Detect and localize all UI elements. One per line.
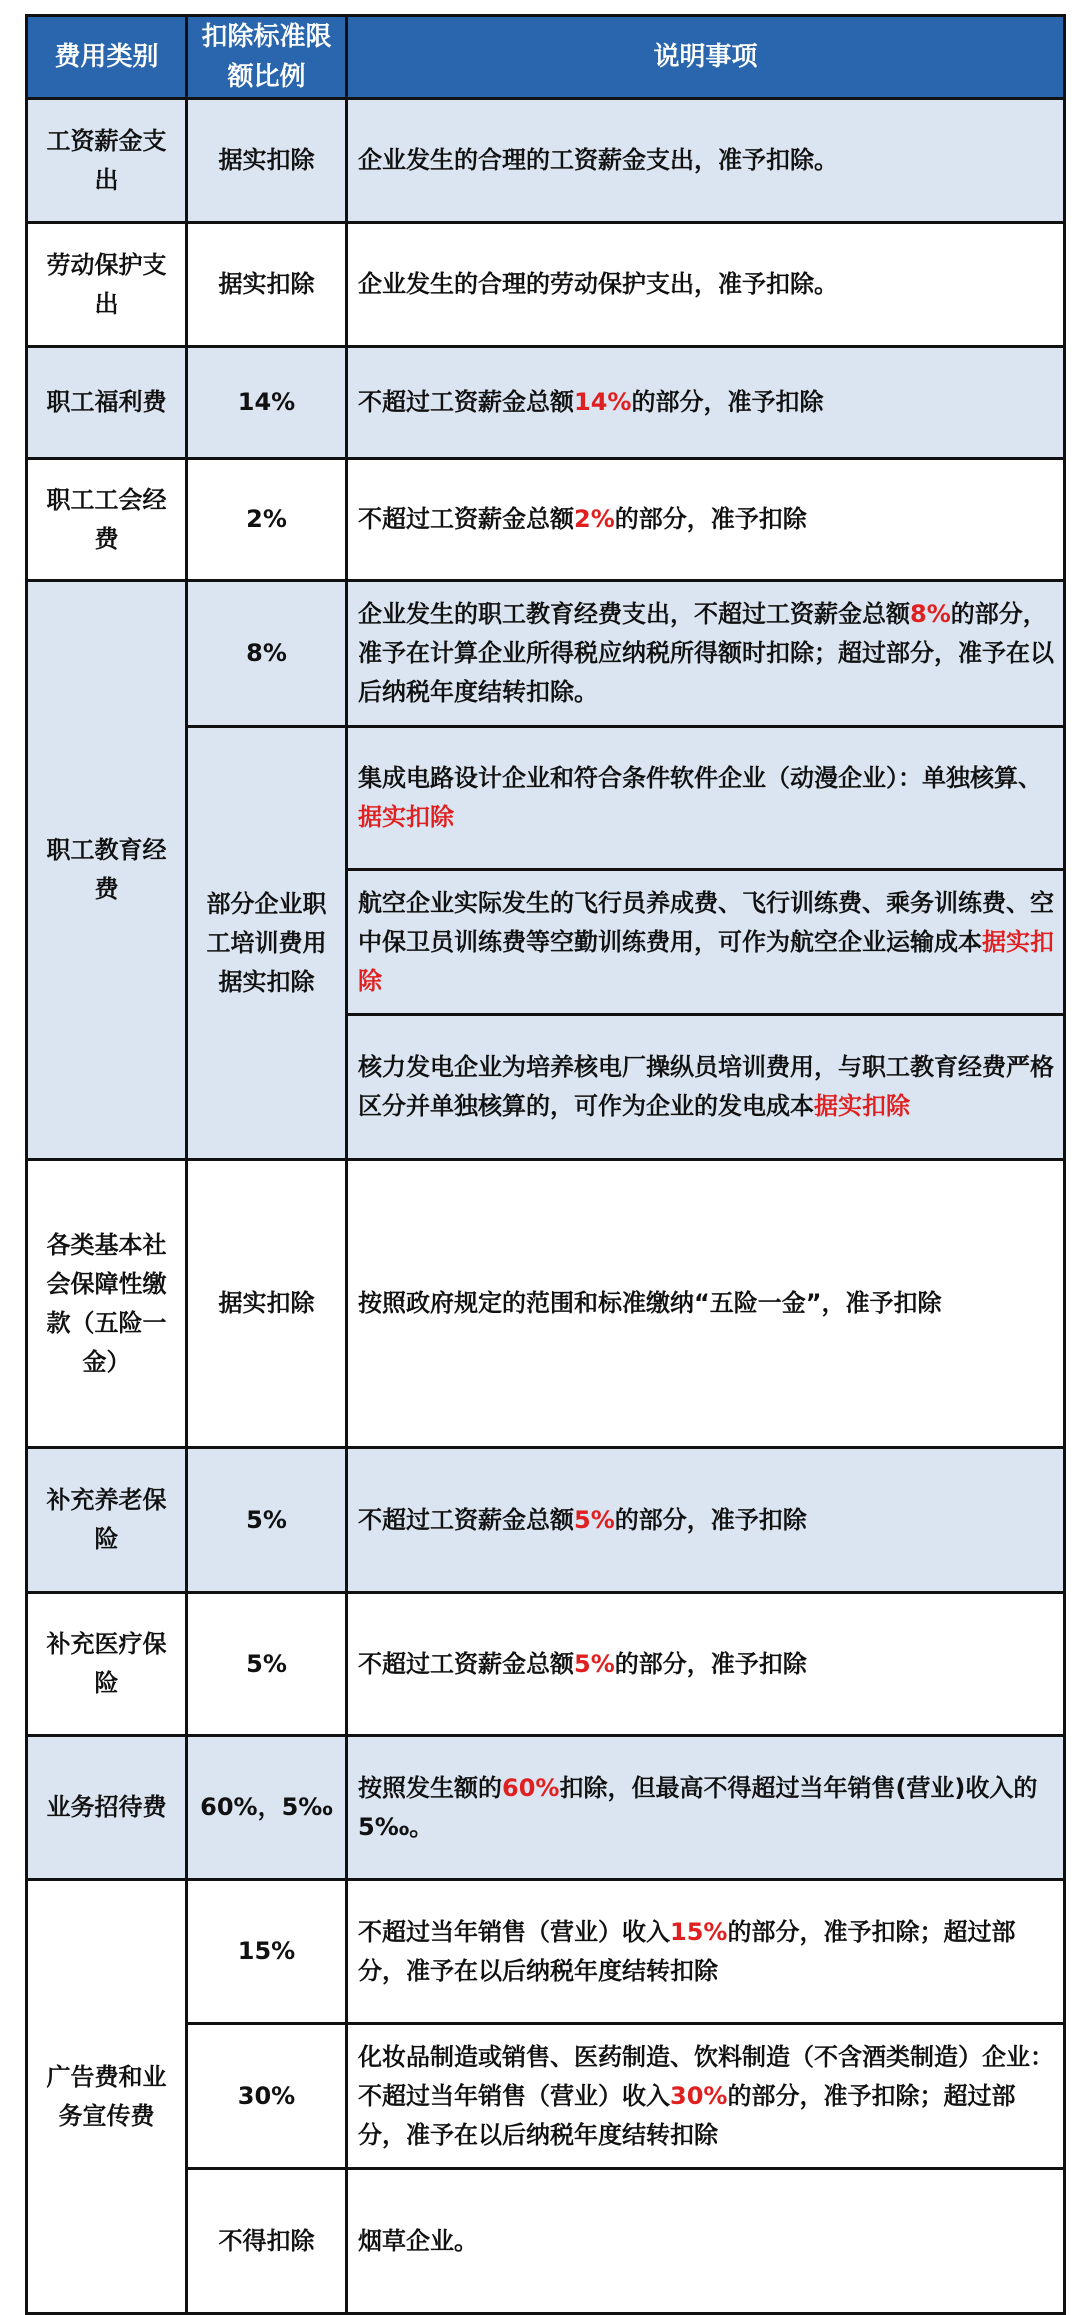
description-cell: 企业发生的合理的劳动保护支出，准予扣除。 [347, 223, 1065, 347]
category-cell: 补充养老保险 [27, 1448, 187, 1593]
standard-cell: 2% [187, 459, 347, 581]
highlight-text: 据实扣除 [814, 1092, 910, 1120]
table-row [27, 99, 1065, 223]
highlight-text: 15% [670, 1917, 728, 1946]
category-cell: 劳动保护支出 [27, 223, 187, 347]
standard-cell: 14% [187, 347, 347, 459]
description-cell: 按照发生额的60%扣除，但最高不得超过当年销售(营业)收入的5‰。 [347, 1736, 1065, 1880]
table-row [27, 1448, 1065, 1593]
standard-cell: 30% [187, 2024, 347, 2169]
standard-cell: 5% [187, 1448, 347, 1593]
category-cell: 补充医疗保险 [27, 1593, 187, 1736]
description-cell: 集成电路设计企业和符合条件软件企业（动漫企业）：单独核算、据实扣除 [347, 727, 1065, 870]
header-standard: 扣除标准限额比例 [187, 16, 347, 99]
category-cell: 工资薪金支出 [27, 99, 187, 223]
table-row [27, 1736, 1065, 1880]
standard-cell: 8% [187, 581, 347, 727]
highlight-text: 据实扣除 [358, 927, 1054, 995]
description-cell: 化妆品制造或销售、医药制造、饮料制造（不含酒类制造）企业：不超过当年销售（营业）收入30%的部分，准予扣除；超过部分，准予在以后纳税年度结转扣除 [347, 2024, 1065, 2169]
category-cell: 广告费和业务宣传费 [27, 1880, 187, 2314]
description-cell: 不超过工资薪金总额2%的部分，准予扣除 [347, 459, 1065, 581]
description-cell: 企业发生的职工教育经费支出，不超过工资薪金总额8%的部分，准予在计算企业所得税应纳税所得额时扣除；超过部分，准予在以后纳税年度结转扣除。 [347, 581, 1065, 727]
description-cell: 核力发电企业为培养核电厂操纵员培训费用，与职工教育经费严格区分并单独核算的，可作为企业的发电成本据实扣除 [347, 1015, 1065, 1160]
header-description: 说明事项 [347, 16, 1065, 99]
highlight-text: 60% [502, 1773, 560, 1802]
table-row [27, 1593, 1065, 1736]
table-row [27, 223, 1065, 347]
highlight-text: 据实扣除 [358, 803, 454, 831]
standard-cell: 据实扣除 [187, 99, 347, 223]
category-cell: 各类基本社会保障性缴款（五险一金） [27, 1160, 187, 1448]
highlight-text: 14% [574, 388, 632, 416]
highlight-text: 5% [574, 1505, 615, 1534]
highlight-text: 30% [670, 2081, 728, 2110]
description-cell: 企业发生的合理的工资薪金支出，准予扣除。 [347, 99, 1065, 223]
highlight-text: 5% [574, 1649, 615, 1678]
description-cell: 航空企业实际发生的飞行员养成费、飞行训练费、乘务训练费、空中保卫员训练费等空勤训练费用，可作为航空企业运输成本据实扣除 [347, 870, 1065, 1015]
category-cell: 职工福利费 [27, 347, 187, 459]
description-cell: 不超过工资薪金总额14%的部分，准予扣除 [347, 347, 1065, 459]
standard-cell: 5% [187, 1593, 347, 1736]
highlight-text: 8% [910, 600, 951, 628]
deduction-table [25, 14, 1066, 2315]
description-cell: 不超过工资薪金总额5%的部分，准予扣除 [347, 1448, 1065, 1593]
standard-cell: 不得扣除 [187, 2169, 347, 2314]
table-row [27, 1880, 1065, 2024]
description-cell: 烟草企业。 [347, 2169, 1065, 2314]
category-cell: 业务招待费 [27, 1736, 187, 1880]
highlight-text: 2% [574, 505, 615, 533]
table-header [27, 16, 1065, 99]
description-cell: 按照政府规定的范围和标准缴纳“五险一金”，准予扣除 [347, 1160, 1065, 1448]
standard-cell: 60%，5‰ [187, 1736, 347, 1880]
standard-cell: 部分企业职工培训费用据实扣除 [187, 727, 347, 1160]
standard-cell: 据实扣除 [187, 223, 347, 347]
category-cell: 职工工会经费 [27, 459, 187, 581]
table-row [27, 581, 1065, 727]
table-row [27, 347, 1065, 459]
description-cell: 不超过当年销售（营业）收入15%的部分，准予扣除；超过部分，准予在以后纳税年度结转扣除 [347, 1880, 1065, 2024]
category-cell: 职工教育经费 [27, 581, 187, 1160]
table-row [27, 1160, 1065, 1448]
table-row [27, 459, 1065, 581]
standard-cell: 15% [187, 1880, 347, 2024]
standard-cell: 据实扣除 [187, 1160, 347, 1448]
header-category: 费用类别 [27, 16, 187, 99]
description-cell: 不超过工资薪金总额5%的部分，准予扣除 [347, 1593, 1065, 1736]
